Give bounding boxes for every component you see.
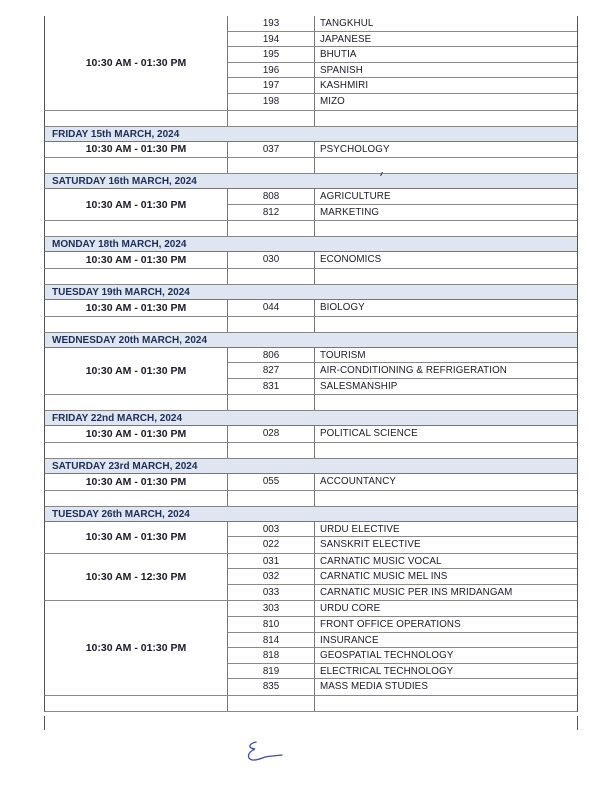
table-row xyxy=(228,569,577,585)
table-row xyxy=(228,94,577,110)
blank-row xyxy=(44,443,578,459)
exam-date-heading: TUESDAY 19th MARCH, 2024 xyxy=(44,285,578,300)
subject-name: FRONT OFFICE OPERATIONS xyxy=(320,619,461,631)
subject-name: CARNATIC MUSIC MEL INS xyxy=(320,571,448,583)
subject-code: 044 xyxy=(228,300,315,316)
time-slot-group xyxy=(44,16,578,111)
time-slot-group xyxy=(44,348,578,396)
subject-code: 195 xyxy=(228,47,315,62)
subject-rows xyxy=(228,522,577,553)
blank-cell xyxy=(45,158,228,173)
blank-cell xyxy=(45,395,228,410)
time-slot-group xyxy=(44,601,578,696)
exam-time: 10:30 AM - 01:30 PM xyxy=(45,300,228,316)
subject-code: 810 xyxy=(228,617,315,632)
table-row xyxy=(228,537,577,553)
ink-mark xyxy=(380,172,383,176)
subject-code: 196 xyxy=(228,63,315,78)
subject-rows xyxy=(228,554,577,601)
exam-date-heading: MONDAY 18th MARCH, 2024 xyxy=(44,237,578,252)
exam-date-heading: WEDNESDAY 20th MARCH, 2024 xyxy=(44,333,578,348)
time-slot-group xyxy=(44,474,578,491)
table-border-right xyxy=(577,716,578,730)
subject-name: PSYCHOLOGY xyxy=(320,143,390,155)
table-row xyxy=(228,189,577,205)
subject-rows xyxy=(228,348,577,395)
exam-time: 10:30 AM - 01:30 PM xyxy=(45,16,228,110)
exam-time: 10:30 AM - 01:30 PM xyxy=(45,426,228,442)
table-row xyxy=(228,252,577,268)
table-row xyxy=(228,664,577,680)
blank-cell xyxy=(45,317,228,332)
table-row xyxy=(228,679,577,695)
blank-cell xyxy=(45,111,228,126)
table-row xyxy=(228,617,577,633)
subject-code: 806 xyxy=(228,348,315,363)
table-row xyxy=(228,63,577,79)
subject-name: ECONOMICS xyxy=(320,254,382,266)
table-row xyxy=(228,633,577,649)
blank-row xyxy=(44,269,578,285)
blank-row xyxy=(44,158,578,174)
table-row xyxy=(228,300,577,316)
subject-code: 819 xyxy=(228,664,315,679)
time-slot-group xyxy=(44,142,578,159)
date-sheet-table xyxy=(44,16,578,712)
exam-date-heading: TUESDAY 26th MARCH, 2024 xyxy=(44,507,578,522)
blank-cell xyxy=(228,158,315,173)
table-row xyxy=(228,379,577,395)
table-row xyxy=(228,648,577,664)
subject-code: 303 xyxy=(228,601,315,616)
blank-cell xyxy=(228,111,315,126)
subject-rows xyxy=(228,189,577,220)
subject-name: MIZO xyxy=(320,95,345,107)
subject-code: 808 xyxy=(228,189,315,204)
subject-name: JAPANESE xyxy=(320,33,372,45)
subject-name: MARKETING xyxy=(320,206,380,218)
exam-date-heading: SATURDAY 16th MARCH, 2024 xyxy=(44,174,578,189)
blank-cell xyxy=(45,269,228,284)
blank-row xyxy=(44,696,578,712)
subject-name: POLITICAL SCIENCE xyxy=(320,428,418,440)
exam-time: 10:30 AM - 01:30 PM xyxy=(45,474,228,490)
blank-cell xyxy=(45,491,228,506)
exam-time: 10:30 AM - 01:30 PM xyxy=(45,601,228,695)
subject-name: TOURISM xyxy=(320,349,366,361)
exam-date-heading: FRIDAY 22nd MARCH, 2024 xyxy=(44,411,578,426)
subject-name: SANSKRIT ELECTIVE xyxy=(320,539,421,551)
table-row xyxy=(228,585,577,601)
exam-day-section xyxy=(44,174,578,237)
subject-name: ACCOUNTANCY xyxy=(320,475,397,487)
subject-code: 033 xyxy=(228,585,315,601)
table-row xyxy=(228,47,577,63)
blank-row xyxy=(44,491,578,507)
subject-code: 022 xyxy=(228,537,315,553)
exam-time: 10:30 AM - 01:30 PM xyxy=(45,189,228,220)
subject-code: 037 xyxy=(228,142,315,158)
table-row xyxy=(228,426,577,442)
blank-cell xyxy=(228,491,315,506)
table-row xyxy=(228,363,577,379)
table-row xyxy=(228,78,577,94)
subject-name: CARNATIC MUSIC VOCAL xyxy=(320,555,442,567)
exam-day-section xyxy=(44,459,578,507)
blank-cell xyxy=(228,269,315,284)
subject-rows xyxy=(228,474,577,490)
exam-day-section xyxy=(44,285,578,333)
subject-name: SALESMANSHIP xyxy=(320,380,398,392)
exam-day-section xyxy=(44,411,578,459)
blank-row xyxy=(44,395,578,411)
blank-cell xyxy=(228,443,315,458)
time-slot-group xyxy=(44,522,578,554)
subject-name: KASHMIRI xyxy=(320,80,369,92)
table-row xyxy=(228,205,577,221)
exam-time: 10:30 AM - 01:30 PM xyxy=(45,348,228,395)
subject-rows xyxy=(228,300,577,316)
exam-date-heading: FRIDAY 15th MARCH, 2024 xyxy=(44,127,578,142)
time-slot-group xyxy=(44,300,578,317)
subject-code: 031 xyxy=(228,554,315,569)
subject-name: ELECTRICAL TECHNOLOGY xyxy=(320,665,454,677)
exam-day-section xyxy=(44,507,578,713)
blank-cell xyxy=(228,696,315,711)
table-row xyxy=(228,142,577,158)
subject-code: 814 xyxy=(228,633,315,648)
subject-code: 193 xyxy=(228,16,315,31)
subject-code: 827 xyxy=(228,363,315,378)
subject-rows xyxy=(228,142,577,158)
subject-code: 835 xyxy=(228,679,315,695)
subject-name: BIOLOGY xyxy=(320,301,365,313)
subject-code: 003 xyxy=(228,522,315,537)
subject-rows xyxy=(228,16,577,110)
blank-row xyxy=(44,317,578,333)
time-slot-group xyxy=(44,554,578,602)
table-row xyxy=(228,474,577,490)
exam-day-section xyxy=(44,333,578,412)
blank-cell xyxy=(45,696,228,711)
subject-rows xyxy=(228,601,577,695)
subject-code: 055 xyxy=(228,474,315,490)
table-border-left xyxy=(44,716,45,730)
time-slot-group xyxy=(44,426,578,443)
subject-rows xyxy=(228,252,577,268)
subject-name: URDU CORE xyxy=(320,603,381,615)
signature-mark xyxy=(242,738,286,768)
exam-day-section xyxy=(44,237,578,285)
table-row xyxy=(228,522,577,538)
exam-day-section xyxy=(44,16,578,127)
blank-row xyxy=(44,111,578,127)
exam-time: 10:30 AM - 01:30 PM xyxy=(45,522,228,553)
subject-code: 028 xyxy=(228,426,315,442)
subject-code: 197 xyxy=(228,78,315,93)
exam-date-heading: SATURDAY 23rd MARCH, 2024 xyxy=(44,459,578,474)
subject-code: 198 xyxy=(228,94,315,110)
blank-cell xyxy=(45,443,228,458)
subject-name: GEOSPATIAL TECHNOLOGY xyxy=(320,650,454,662)
table-row xyxy=(228,554,577,570)
blank-cell xyxy=(228,221,315,236)
subject-rows xyxy=(228,426,577,442)
subject-name: INSURANCE xyxy=(320,634,379,646)
subject-code: 030 xyxy=(228,252,315,268)
subject-code: 818 xyxy=(228,648,315,663)
exam-day-section xyxy=(44,127,578,175)
table-row xyxy=(228,16,577,32)
subject-name: SPANISH xyxy=(320,64,363,76)
blank-cell xyxy=(45,221,228,236)
exam-time: 10:30 AM - 01:30 PM xyxy=(45,252,228,268)
subject-code: 194 xyxy=(228,32,315,47)
exam-time: 10:30 AM - 01:30 PM xyxy=(45,142,228,158)
blank-cell xyxy=(228,395,315,410)
subject-name: CARNATIC MUSIC PER INS MRIDANGAM xyxy=(320,586,513,598)
time-slot-group xyxy=(44,189,578,221)
subject-code: 032 xyxy=(228,569,315,584)
blank-row xyxy=(44,221,578,237)
blank-cell xyxy=(228,317,315,332)
subject-code: 831 xyxy=(228,379,315,395)
subject-name: BHUTIA xyxy=(320,49,357,61)
table-row xyxy=(228,601,577,617)
subject-name: AIR-CONDITIONING & REFRIGERATION xyxy=(320,365,507,377)
table-row xyxy=(228,348,577,364)
subject-name: TANGKHUL xyxy=(320,18,374,29)
subject-name: URDU ELECTIVE xyxy=(320,523,400,535)
exam-time: 10:30 AM - 12:30 PM xyxy=(45,554,228,601)
subject-name: AGRICULTURE xyxy=(320,191,391,203)
time-slot-group xyxy=(44,252,578,269)
subject-name: MASS MEDIA STUDIES xyxy=(320,681,428,693)
table-row xyxy=(228,32,577,48)
subject-code: 812 xyxy=(228,205,315,221)
